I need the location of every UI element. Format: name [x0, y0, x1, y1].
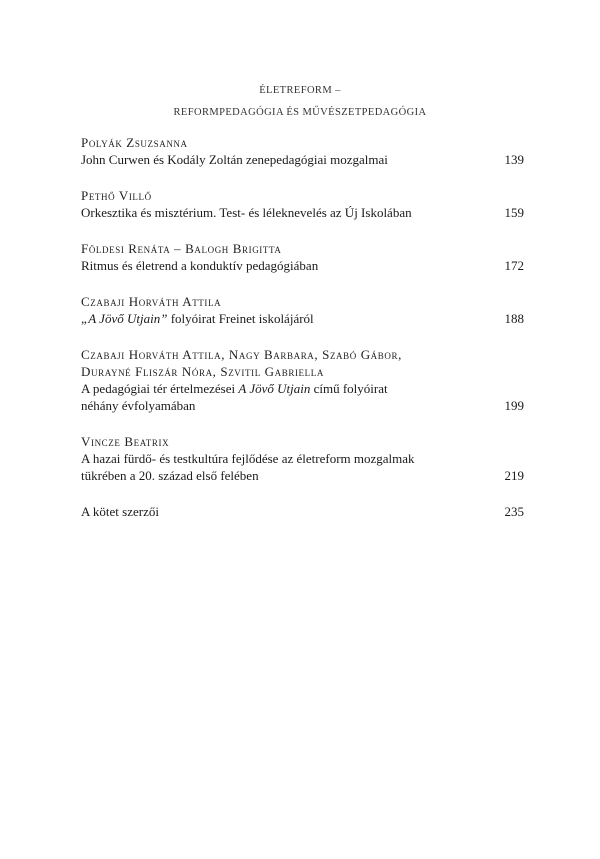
entry-author: Pethő Villő: [81, 188, 152, 203]
entry-title[interactable]: Orkesztika és misztérium. Test- és léleknevelés az Új Iskolában: [81, 205, 412, 220]
toc-entry: [81, 187, 524, 221]
toc-entry: [81, 134, 524, 168]
entry-title-italic: „A Jövő Utjain”: [81, 311, 168, 326]
entry-author: Vincze Beatrix: [81, 434, 170, 449]
section-heading-line1: ÉLETREFORM –: [259, 85, 341, 96]
entry-page-number: 235: [504, 504, 524, 519]
entry-title[interactable]: John Curwen és Kodály Zoltán zenepedagógiai mozgalmai: [81, 152, 388, 167]
entry-author: Polyák Zsuzsanna: [81, 135, 188, 150]
section-heading: [0, 80, 600, 124]
entry-title-italic: A Jövő Utjain: [238, 381, 311, 396]
section-heading-line2: REFORMPEDAGÓGIA ÉS MŰVÉSZETPEDAGÓGIA: [173, 107, 427, 118]
entry-title-post: című folyóirat: [310, 381, 388, 396]
entry-title-line2: néhány évfolyamában: [81, 398, 196, 413]
entry-page-number: 219: [504, 468, 524, 483]
entry-author-line2: Durayné Fliszár Nóra, Szvitil Gabriella: [81, 364, 324, 379]
entry-author-line1: Czabaji Horváth Attila, Nagy Barbara, Szabó Gábor,: [81, 347, 402, 362]
entry-page-number: 199: [504, 398, 524, 413]
toc-entry: [81, 503, 524, 520]
entry-title-line1: A hazai fürdő- és testkultúra fejlődése az életreform mozgalmak: [81, 451, 415, 466]
entry-title[interactable]: [81, 380, 388, 414]
toc-entry: [81, 346, 524, 414]
entry-page-number: 172: [504, 258, 524, 273]
table-of-contents: [81, 134, 524, 539]
entry-page-number: 139: [504, 152, 524, 167]
entry-title[interactable]: Ritmus és életrend a konduktív pedagógiában: [81, 258, 319, 273]
toc-entry: [81, 433, 524, 484]
entry-page-number: 188: [504, 311, 524, 326]
entry-title-rest: folyóirat Freinet iskolájáról: [167, 311, 314, 326]
entry-author: Földesi Renáta – Balogh Brigitta: [81, 241, 282, 256]
entry-title-line2: tükrében a 20. század első felében: [81, 468, 259, 483]
entry-title[interactable]: [81, 450, 415, 484]
entry-author: Czabaji Horváth Attila: [81, 294, 222, 309]
entry-page-number: 159: [504, 205, 524, 220]
entry-title[interactable]: [81, 310, 314, 327]
entry-title-pre: A pedagógiai tér értelmezései: [81, 381, 239, 396]
toc-entry: [81, 293, 524, 327]
entry-title[interactable]: A kötet szerzői: [81, 504, 159, 519]
toc-entry: [81, 240, 524, 274]
